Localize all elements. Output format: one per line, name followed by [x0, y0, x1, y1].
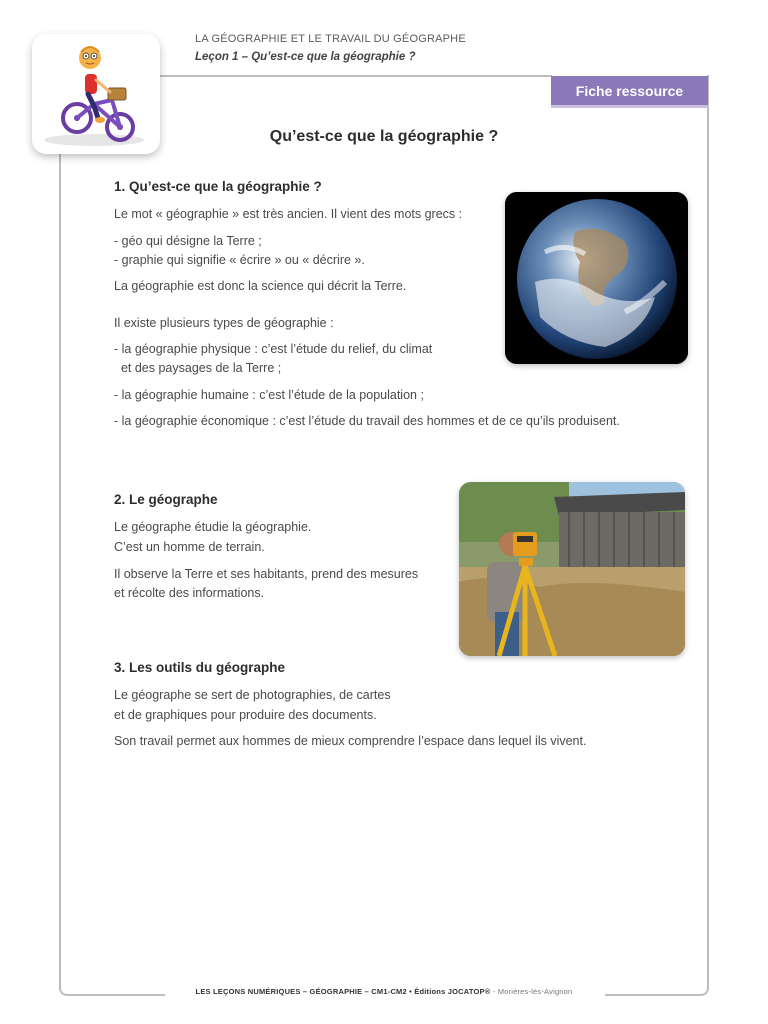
- section-3-heading: 3. Les outils du géographe: [114, 660, 286, 675]
- page-frame-top: [155, 75, 552, 77]
- paragraph-line: et des paysages de la Terre ;: [114, 361, 282, 375]
- section-2-heading: 2. Le géographe: [114, 492, 218, 507]
- paragraph-line: C’est un homme de terrain.: [114, 540, 265, 554]
- paragraph-line: - graphie qui signifie « écrire » ou « décrire ».: [114, 253, 365, 267]
- footer: [0, 987, 768, 996]
- paragraph-line: et récolte des informations.: [114, 586, 265, 600]
- paragraph-line: Il existe plusieurs types de géographie :: [114, 316, 334, 330]
- paragraph-line: - la géographie économique : c’est l’étude du travail des hommes et de ce qu’ils produisent.: [114, 414, 620, 428]
- footer-main: LES LEÇONS NUMÉRIQUES – GÉOGRAPHIE – CM1-CM2 • Éditions JOCATOP®: [195, 987, 491, 996]
- paragraph-line: Il observe la Terre et ses habitants, prend des mesures: [114, 567, 419, 581]
- paragraph-line: Le géographe étudie la géographie.: [114, 520, 312, 534]
- paragraph-line: Son travail permet aux hommes de mieux comprendre l’espace dans lequel ils vivent.: [114, 734, 587, 748]
- paragraph-line: - la géographie physique : c’est l’étude du relief, du climat: [114, 342, 433, 356]
- earth-photo: [505, 192, 688, 364]
- paragraph-line: Le géographe se sert de photographies, de cartes: [114, 688, 391, 702]
- paragraph-line: La géographie est donc la science qui décrit la Terre.: [114, 279, 407, 293]
- page-title: Qu’est-ce que la géographie ?: [269, 128, 499, 145]
- paragraph-line: Le mot « géographie » est très ancien. Il vient des mots grecs :: [114, 207, 463, 221]
- paragraph-line: - la géographie humaine : c’est l’étude de la population ;: [114, 388, 424, 402]
- subject-label: LA GÉOGRAPHIE ET LE TRAVAIL DU GÉOGRAPHE: [195, 33, 466, 45]
- lesson-label: Leçon 1 – Qu’est-ce que la géographie ?: [195, 51, 416, 63]
- footer-place: - Morières-lès-Avignon: [490, 987, 573, 996]
- geographer-photo: [459, 482, 685, 656]
- section-1-heading: 1. Qu’est-ce que la géographie ?: [114, 179, 322, 194]
- paragraph-line: - géo qui désigne la Terre ;: [114, 234, 262, 248]
- fiche-ressource-badge: Fiche ressource: [551, 76, 708, 108]
- paragraph-line: et de graphiques pour produire des documents.: [114, 708, 377, 722]
